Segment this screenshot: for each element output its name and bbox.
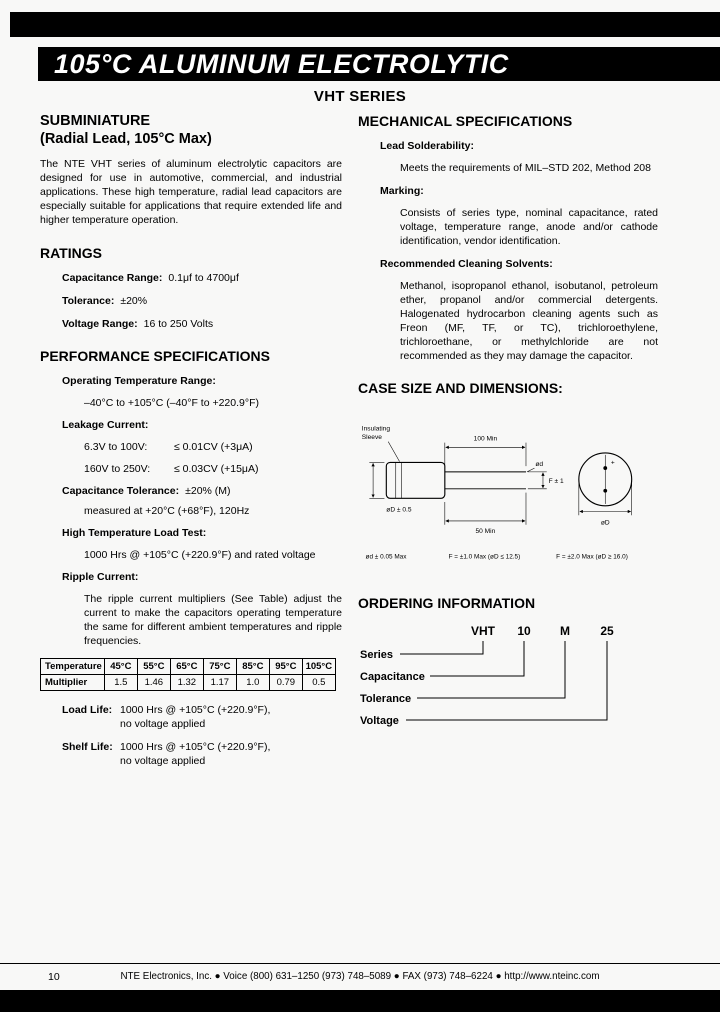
cap-tolerance-value: ±20% (M) — [185, 485, 231, 497]
cap-tolerance-note: measured at +20°C (+68°F), 120Hz — [84, 505, 250, 517]
leakage-row — [40, 440, 342, 454]
capacitor-body — [386, 462, 445, 498]
load-test-label: High Temperature Load Test: — [62, 527, 207, 539]
marking-text: Consists of series type, nominal capacitance, rated voltage, temperature range, anode and/or cathode identification, vendor identification. — [400, 207, 658, 247]
load-life-line1: 1000 Hrs @ +105°C (+220.9°F), — [120, 704, 271, 716]
shelf-life — [40, 740, 342, 768]
rating-value: 0.1μf to 4700μf — [168, 272, 239, 284]
leakage-value: ≤ 0.03CV (+15μA) — [174, 463, 259, 475]
rating-tolerance — [40, 294, 342, 308]
ripple-label: Ripple Current: — [62, 571, 139, 583]
right-column — [358, 112, 660, 733]
ordering-label-voltage: Voltage — [360, 714, 399, 727]
footer — [0, 963, 720, 990]
case-size-heading: CASE SIZE AND DIMENSIONS: — [358, 380, 563, 396]
lead-dia-leader — [527, 468, 535, 472]
lead-hole-bottom — [603, 489, 607, 493]
load-test-value: 1000 Hrs @ +105°C (+220.9°F) and rated voltage — [84, 549, 316, 561]
sleeve-label-line2: Sleeve — [361, 433, 382, 441]
ordering-label-capacitance: Capacitance — [360, 670, 425, 683]
table-header-multiplier: Multiplier — [41, 675, 105, 691]
table-row-temperature — [41, 659, 336, 675]
series-title: VHT SERIES — [313, 88, 407, 105]
load-life-value — [120, 703, 270, 731]
temp-cell: 45°C — [104, 659, 137, 675]
shelf-life-line1: 1000 Hrs @ +105°C (+220.9°F), — [120, 741, 271, 753]
shelf-life-value — [120, 740, 270, 768]
dim-body-diameter: øD ± 0.5 — [386, 506, 412, 514]
lead-solderability-text: Meets the requirements of MIL–STD 202, Method 208 — [400, 162, 651, 174]
polarity-plus-icon: + — [610, 459, 615, 467]
mult-cell: 1.17 — [203, 675, 236, 691]
mult-cell: 0.5 — [302, 675, 335, 691]
marking-label: Marking: — [380, 185, 424, 197]
rating-value: ±20% — [120, 295, 148, 307]
cleaning-solvents-text: Methanol, isopropanol ethanol, isobutanol, petroleum ether, propanol and/or commercial detergents. Halogenated hydrocarbon cleaning agents such as Freon (MF, TF, or TC), trichloroethylene, trichloroethane, or methylchloride are not recommended as they may damage the capacitor. — [400, 280, 658, 362]
connector-capacitance — [430, 641, 524, 676]
connector-series — [400, 641, 483, 654]
leakage-value: ≤ 0.01CV (+3μA) — [174, 441, 253, 453]
dim-lead-spacing: F ± 1 — [548, 478, 564, 486]
ordering-code-capacitance: 10 — [517, 623, 531, 638]
sleeve-label-line1: Insulating — [361, 425, 391, 433]
ordering-code-voltage: 25 — [600, 623, 614, 638]
operating-temp-label: Operating Temperature Range: — [62, 375, 216, 387]
ripple-text: The ripple current multipliers (See Table) adjust the current to make the capacitors operating temperature the same for different ambient temperatures and ripple frequencies. — [84, 593, 342, 647]
cap-tolerance-label: Capacitance Tolerance: — [62, 485, 180, 497]
operating-temp-value: –40°C to +105°C (–40°F to +220.9°F) — [84, 397, 259, 409]
left-column — [40, 112, 342, 777]
subminiature-title: SUBMINIATURE — [40, 113, 151, 129]
lead-hole-top — [603, 466, 607, 470]
temp-cell: 55°C — [137, 659, 170, 675]
table-header-temperature: Temperature — [41, 659, 105, 675]
ordering-code-series: VHT — [471, 623, 495, 638]
mult-cell: 1.5 — [104, 675, 137, 691]
ordering-code-tolerance: M — [560, 623, 570, 638]
temp-cell: 85°C — [236, 659, 269, 675]
banner-title: 105°C ALUMINUM ELECTROLYTIC — [54, 48, 509, 79]
temp-cell: 105°C — [302, 659, 335, 675]
ordering-diagram — [358, 621, 660, 733]
title-banner — [38, 47, 720, 81]
performance-heading: PERFORMANCE SPECIFICATIONS — [40, 348, 270, 364]
dim-end-diameter: øD — [600, 519, 610, 527]
shelf-life-line2: no voltage applied — [120, 755, 206, 767]
connector-tolerance — [417, 641, 565, 698]
shelf-life-label: Shelf Life: — [62, 741, 113, 753]
rating-value: 16 to 250 Volts — [143, 318, 214, 330]
page-number: 10 — [48, 971, 60, 983]
temp-cell: 95°C — [269, 659, 302, 675]
case-dimensions-diagram — [358, 419, 660, 578]
ordering-label-series: Series — [360, 648, 394, 661]
rating-label: Tolerance: — [62, 295, 115, 307]
subminiature-subtitle: (Radial Lead, 105°C Max) — [40, 131, 212, 147]
cleaning-solvents-label: Recommended Cleaning Solvents: — [380, 258, 553, 270]
leakage-range: 160V to 250V: — [84, 463, 151, 475]
series-description: The NTE VHT series of aluminum electrolytic capacitors are designed for use in automotive, commercial, and industrial applications. These high temperature, radial lead capacitors are especially suitable for applications that require extended life and higher temperature operation. — [40, 158, 342, 226]
dim-lead-length-top: 100 Min — [473, 435, 498, 443]
load-life-line2: no voltage applied — [120, 718, 206, 730]
ordering-label-tolerance: Tolerance — [360, 692, 412, 705]
case-note-2: F = ±1.0 Max (øD ≤ 12.5) — [448, 553, 521, 561]
ratings-heading: RATINGS — [40, 245, 102, 261]
case-note-1: ød ± 0.05 Max — [365, 553, 407, 561]
ripple-multiplier-table — [40, 658, 336, 691]
connector-voltage — [406, 641, 607, 720]
load-life — [40, 703, 342, 731]
leakage-label: Leakage Current: — [62, 419, 149, 431]
rating-voltage-range — [40, 317, 342, 331]
top-black-bar — [10, 12, 720, 37]
mult-cell: 1.32 — [170, 675, 203, 691]
temp-cell: 75°C — [203, 659, 236, 675]
sleeve-leader-line — [388, 442, 399, 462]
dim-lead-length-bottom: 50 Min — [475, 528, 496, 536]
footer-text: NTE Electronics, Inc. ● Voice (800) 631–1250 (973) 748–5089 ● FAX (973) 748–6224 ● http://www.nteinc.com — [120, 971, 600, 982]
lead-solderability-label: Lead Solderability: — [380, 140, 474, 152]
cap-tolerance-line — [40, 484, 342, 498]
case-note-3: F = ±2.0 Max (øD ≥ 16.0) — [556, 553, 628, 561]
mult-cell: 1.0 — [236, 675, 269, 691]
leakage-row — [40, 462, 342, 476]
table-row-multiplier — [41, 675, 336, 691]
load-life-label: Load Life: — [62, 704, 113, 716]
rating-capacitance-range — [40, 271, 342, 285]
rating-label: Capacitance Range: — [62, 272, 163, 284]
dim-lead-diameter: ød — [535, 461, 544, 469]
mult-cell: 0.79 — [269, 675, 302, 691]
bottom-black-bar — [0, 990, 720, 1012]
mechanical-heading: MECHANICAL SPECIFICATIONS — [358, 113, 573, 129]
rating-label: Voltage Range: — [62, 318, 138, 330]
ordering-heading: ORDERING INFORMATION — [358, 594, 536, 611]
leakage-range: 6.3V to 100V: — [84, 441, 148, 453]
temp-cell: 65°C — [170, 659, 203, 675]
mult-cell: 1.46 — [137, 675, 170, 691]
